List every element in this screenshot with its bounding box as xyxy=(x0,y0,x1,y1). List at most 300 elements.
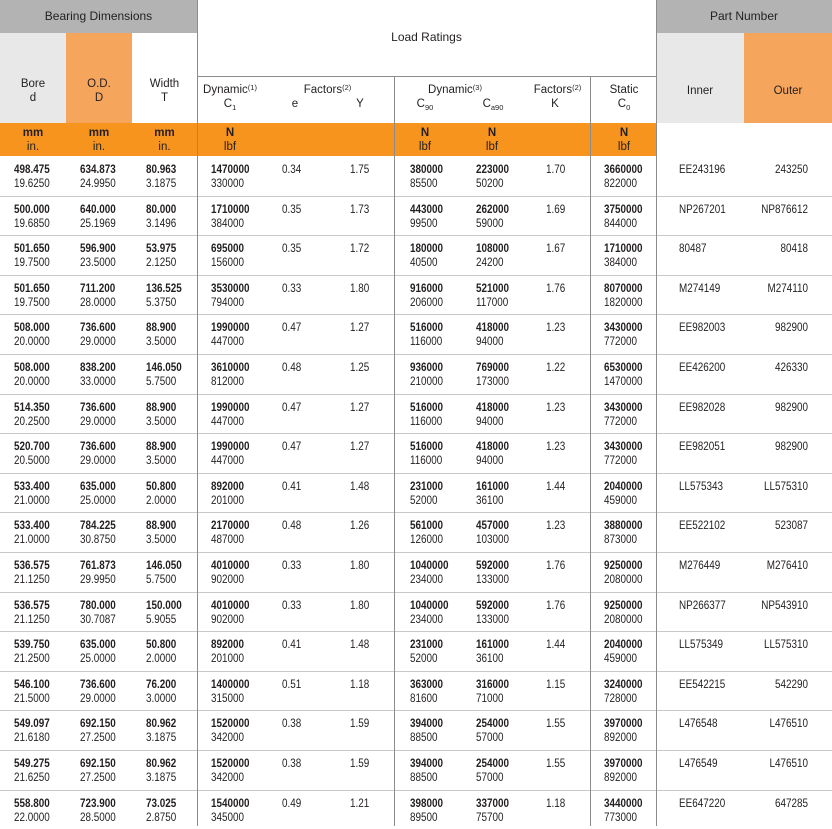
outer-part-cell: NP543910 xyxy=(761,599,808,612)
k-cell: 1.70 xyxy=(546,164,566,176)
k-cell: 1.23 xyxy=(546,322,566,335)
table-row xyxy=(0,314,832,354)
width-cell: 53.975 xyxy=(146,243,177,256)
rule-dynamic3-left xyxy=(394,76,395,826)
c90-cell: 398000 xyxy=(410,797,444,810)
c1-cell-secondary: 330000 xyxy=(211,178,245,190)
bore-cell-secondary: 19.7500 xyxy=(14,296,50,309)
od-cell: 635.000 xyxy=(80,480,116,493)
k-cell: 1.76 xyxy=(546,560,566,572)
inner-part-cell: L476549 xyxy=(679,758,718,770)
c90-cell-secondary: 116000 xyxy=(410,415,443,428)
unit-od: mm in. xyxy=(88,127,110,153)
bore-cell: 500.000 xyxy=(14,203,50,216)
c1-cell-secondary: 342000 xyxy=(211,772,245,784)
table-row xyxy=(0,235,832,275)
bore-cell-secondary: 19.6850 xyxy=(14,217,50,230)
c90-cell: 516000 xyxy=(410,322,444,335)
od-cell: 635.000 xyxy=(80,639,116,652)
c1-cell: 1520000 xyxy=(211,758,250,770)
c90-cell: 394000 xyxy=(410,758,444,770)
k-cell: 1.55 xyxy=(546,758,566,770)
e-cell: 0.33 xyxy=(282,560,302,572)
width-cell: 136.525 xyxy=(146,282,182,295)
outer-part-cell: 982900 xyxy=(774,401,808,414)
table-row xyxy=(0,750,832,790)
row-divider xyxy=(0,473,832,474)
width-cell-secondary: 5.9055 xyxy=(146,613,177,626)
ca90-cell: 418000 xyxy=(476,441,510,454)
od-cell: 596.900 xyxy=(80,243,116,256)
table-row xyxy=(0,671,832,711)
c0-cell: 6530000 xyxy=(604,362,643,374)
od-cell-secondary: 23.5000 xyxy=(80,257,116,270)
row-divider xyxy=(0,512,832,513)
c1-cell-secondary: 342000 xyxy=(211,732,245,745)
c90-cell: 380000 xyxy=(410,164,444,176)
y-cell: 1.80 xyxy=(350,282,370,295)
e-cell: 0.38 xyxy=(282,758,302,770)
od-cell-secondary: 30.7087 xyxy=(80,613,116,626)
ca90-cell-secondary: 173000 xyxy=(476,376,510,388)
e-cell: 0.48 xyxy=(282,362,302,374)
inner-label: Inner xyxy=(686,85,714,97)
c0-cell-secondary: 822000 xyxy=(604,178,638,190)
ca90-cell: 223000 xyxy=(476,164,510,176)
bore-cell-secondary: 20.0000 xyxy=(14,336,50,349)
part-number-title: Part Number xyxy=(709,9,779,23)
e-cell: 0.35 xyxy=(282,203,302,216)
c90-cell: 231000 xyxy=(410,639,444,652)
width-cell-secondary: 2.0000 xyxy=(146,494,177,507)
c1-cell: 1540000 xyxy=(211,797,250,810)
table-row xyxy=(0,512,832,552)
ca90-cell-secondary: 71000 xyxy=(476,692,504,705)
c90-cell: 936000 xyxy=(410,362,444,374)
y-cell: 1.26 xyxy=(350,520,370,533)
inner-part-cell: EE982028 xyxy=(679,401,726,414)
ca90-cell: 161000 xyxy=(476,639,510,652)
bore-cell: 536.575 xyxy=(14,599,50,612)
y-cell: 1.80 xyxy=(350,560,370,572)
c1-cell-secondary: 794000 xyxy=(211,296,245,309)
c0-cell: 3880000 xyxy=(604,520,643,533)
c0-cell-secondary: 2080000 xyxy=(604,574,643,586)
c90-cell-secondary: 206000 xyxy=(410,296,444,309)
k-cell: 1.23 xyxy=(546,520,566,533)
bore-cell: 501.650 xyxy=(14,243,50,256)
inner-part-cell: 80487 xyxy=(679,243,707,256)
width-cell: 80.000 xyxy=(146,203,177,216)
c1-cell: 1400000 xyxy=(211,678,250,691)
ca90-cell-secondary: 94000 xyxy=(476,415,504,428)
width-cell-secondary: 3.5000 xyxy=(146,455,177,468)
y-cell: 1.72 xyxy=(350,243,370,256)
inner-part-cell: EE982051 xyxy=(679,441,726,454)
c90-cell-secondary: 85500 xyxy=(410,178,438,190)
y-cell: 1.27 xyxy=(350,441,370,454)
c0-cell-secondary: 892000 xyxy=(604,772,638,784)
outer-part-cell: L476510 xyxy=(769,758,808,770)
row-divider xyxy=(0,235,832,236)
width-cell-secondary: 3.0000 xyxy=(146,692,177,705)
units-band-blank xyxy=(656,123,832,156)
unit-width: mm in. xyxy=(154,127,175,153)
outer-part-cell: 542290 xyxy=(774,678,808,691)
outer-part-cell: 243250 xyxy=(774,164,808,176)
c90-cell-secondary: 116000 xyxy=(410,455,443,468)
row-divider xyxy=(0,671,832,672)
c90-cell: 180000 xyxy=(410,243,444,256)
width-cell: 80.962 xyxy=(146,758,177,770)
table-row xyxy=(0,790,832,829)
bore-cell-secondary: 21.1250 xyxy=(14,613,50,626)
bore-symbol: d xyxy=(29,92,37,104)
c1-cell: 3610000 xyxy=(211,362,250,374)
width-cell: 150.000 xyxy=(146,599,182,612)
e-label: e xyxy=(291,98,299,110)
c0-cell-secondary: 459000 xyxy=(604,653,638,666)
width-cell: 88.900 xyxy=(146,441,177,454)
ca90-cell-secondary: 36100 xyxy=(476,494,504,507)
row-divider xyxy=(0,354,832,355)
od-cell-secondary: 25.0000 xyxy=(80,494,116,507)
ca90-cell: 418000 xyxy=(476,322,510,335)
od-cell: 838.200 xyxy=(80,362,116,374)
width-cell-secondary: 2.8750 xyxy=(146,811,177,824)
ca90-cell: 592000 xyxy=(476,599,510,612)
c0-cell: 3440000 xyxy=(604,797,643,810)
e-cell: 0.35 xyxy=(282,243,302,256)
c1-cell: 1990000 xyxy=(211,322,250,335)
od-cell: 736.600 xyxy=(80,322,116,335)
c0-cell: 2040000 xyxy=(604,639,643,652)
row-divider xyxy=(0,275,832,276)
e-cell: 0.51 xyxy=(282,678,302,691)
ca90-cell: 418000 xyxy=(476,401,510,414)
bore-cell: 549.097 xyxy=(14,718,50,731)
ca90-cell: 592000 xyxy=(476,560,510,572)
outer-part-cell: M276410 xyxy=(766,560,808,572)
c0-cell-secondary: 1820000 xyxy=(604,296,643,309)
c0-cell-secondary: 844000 xyxy=(604,217,638,230)
ca90-cell-secondary: 24200 xyxy=(476,257,504,270)
od-cell-secondary: 29.0000 xyxy=(80,692,116,705)
od-cell: 692.150 xyxy=(80,718,116,731)
od-cell: 736.600 xyxy=(80,401,116,414)
c90-cell: 1040000 xyxy=(410,599,449,612)
c0-cell-secondary: 773000 xyxy=(604,811,638,824)
c0-cell-secondary: 459000 xyxy=(604,494,638,507)
c1-cell: 1470000 xyxy=(211,164,250,176)
c90-cell: 443000 xyxy=(410,203,444,216)
od-cell-secondary: 30.8750 xyxy=(80,534,116,547)
factors2-label: Factors$^{(2)}$ xyxy=(533,83,582,96)
c0-cell: 3240000 xyxy=(604,678,643,691)
outer-part-cell: 647285 xyxy=(774,797,808,810)
c1-cell: 3530000 xyxy=(211,282,250,295)
inner-part-cell: L476548 xyxy=(679,718,718,731)
c1-cell-secondary: 812000 xyxy=(211,376,245,388)
width-cell-secondary: 3.5000 xyxy=(146,415,177,428)
width-cell-secondary: 2.0000 xyxy=(146,653,177,666)
inner-part-cell: LL575349 xyxy=(679,639,724,652)
y-cell: 1.18 xyxy=(350,678,370,691)
table-row xyxy=(0,631,832,671)
ca90-cell: 108000 xyxy=(476,243,510,256)
y-cell: 1.75 xyxy=(350,164,370,176)
bore-cell-secondary: 21.6250 xyxy=(14,772,50,784)
od-cell-secondary: 29.0000 xyxy=(80,415,116,428)
row-divider xyxy=(0,592,832,593)
y-cell: 1.73 xyxy=(350,203,370,216)
outer-label: Outer xyxy=(773,85,803,97)
bore-cell-secondary: 20.0000 xyxy=(14,376,50,388)
e-cell: 0.47 xyxy=(282,401,302,414)
bore-cell: 533.400 xyxy=(14,520,50,533)
c1-cell: 1710000 xyxy=(211,203,250,216)
e-cell: 0.47 xyxy=(282,322,302,335)
bore-cell: 520.700 xyxy=(14,441,50,454)
y-cell: 1.27 xyxy=(350,322,370,335)
c1-cell: 1990000 xyxy=(211,401,250,414)
c90-cell: 363000 xyxy=(410,678,444,691)
ca90-cell-secondary: 36100 xyxy=(476,653,504,666)
c90-cell: 394000 xyxy=(410,718,444,731)
bore-cell-secondary: 22.0000 xyxy=(14,811,50,824)
od-cell: 761.873 xyxy=(80,560,116,572)
c1-cell: 2170000 xyxy=(211,520,250,533)
e-cell: 0.41 xyxy=(282,480,302,493)
c1-label: $C_1$ xyxy=(223,98,237,112)
c90-cell-secondary: 88500 xyxy=(410,732,438,745)
rule-static-left xyxy=(590,76,591,826)
od-cell-secondary: 28.0000 xyxy=(80,296,116,309)
k-label: K xyxy=(551,98,559,110)
ca90-cell: 337000 xyxy=(476,797,510,810)
inner-part-cell: EE542215 xyxy=(679,678,726,691)
unit-c0: N lbf xyxy=(617,127,631,153)
row-divider xyxy=(0,433,832,434)
y-cell: 1.59 xyxy=(350,718,370,731)
od-cell-secondary: 24.9950 xyxy=(80,178,116,190)
c1-cell: 1990000 xyxy=(211,441,250,454)
table-row xyxy=(0,592,832,632)
width-cell: 88.900 xyxy=(146,322,177,335)
od-cell-secondary: 29.0000 xyxy=(80,336,116,349)
outer-header xyxy=(744,33,832,123)
c90-cell-secondary: 126000 xyxy=(410,534,444,547)
bore-cell: 533.400 xyxy=(14,480,50,493)
e-cell: 0.34 xyxy=(282,164,302,176)
table-row xyxy=(0,275,832,315)
c1-cell: 4010000 xyxy=(211,599,250,612)
c0-cell: 9250000 xyxy=(604,560,643,572)
bore-cell-secondary: 19.7500 xyxy=(14,257,50,270)
bore-cell: 536.575 xyxy=(14,560,50,572)
k-cell: 1.44 xyxy=(546,639,566,652)
bore-cell: 514.350 xyxy=(14,401,50,414)
e-cell: 0.48 xyxy=(282,520,302,533)
unit-c1: N lbf xyxy=(223,127,237,153)
ca90-cell-secondary: 75700 xyxy=(476,811,504,824)
bore-cell-secondary: 21.6180 xyxy=(14,732,50,745)
od-cell: 784.225 xyxy=(80,520,116,533)
od-cell: 736.600 xyxy=(80,678,116,691)
bore-cell-secondary: 20.5000 xyxy=(14,455,50,468)
od-cell-secondary: 25.0000 xyxy=(80,653,116,666)
outer-part-cell: NP876612 xyxy=(761,203,808,216)
od-label: O.D. xyxy=(87,78,111,90)
ca90-cell-secondary: 57000 xyxy=(476,732,504,745)
table-row xyxy=(0,196,832,236)
ca90-cell: 457000 xyxy=(476,520,510,533)
od-cell: 634.873 xyxy=(80,164,116,176)
bore-cell: 508.000 xyxy=(14,322,50,335)
c90-cell: 516000 xyxy=(410,401,444,414)
c0-label: $C_0$ xyxy=(617,98,631,112)
width-cell: 50.800 xyxy=(146,480,177,493)
c90-cell-secondary: 234000 xyxy=(410,574,444,586)
inner-part-cell: EE647220 xyxy=(679,797,726,810)
c1-cell-secondary: 447000 xyxy=(211,415,245,428)
od-cell-secondary: 33.0000 xyxy=(80,376,116,388)
c90-cell-secondary: 40500 xyxy=(410,257,438,270)
c0-cell-secondary: 772000 xyxy=(604,336,638,349)
ca90-cell: 161000 xyxy=(476,480,510,493)
row-divider xyxy=(0,552,832,553)
c90-cell: 231000 xyxy=(410,480,444,493)
c1-cell: 892000 xyxy=(211,639,245,652)
c0-cell-secondary: 772000 xyxy=(604,455,638,468)
e-cell: 0.33 xyxy=(282,599,302,612)
width-cell: 88.900 xyxy=(146,401,177,414)
width-cell-secondary: 2.1250 xyxy=(146,257,177,270)
width-cell-secondary: 3.5000 xyxy=(146,534,177,547)
c90-cell-secondary: 234000 xyxy=(410,613,444,626)
inner-part-cell: EE243196 xyxy=(679,164,726,176)
e-cell: 0.49 xyxy=(282,797,302,810)
c0-cell: 1710000 xyxy=(604,243,643,256)
c1-cell-secondary: 345000 xyxy=(211,811,245,824)
row-divider xyxy=(0,790,832,791)
od-cell: 780.000 xyxy=(80,599,116,612)
od-cell-secondary: 28.5000 xyxy=(80,811,116,824)
od-cell: 736.600 xyxy=(80,441,116,454)
c1-cell: 695000 xyxy=(211,243,245,256)
bore-cell: 508.000 xyxy=(14,362,50,374)
od-cell-secondary: 29.0000 xyxy=(80,455,116,468)
width-cell: 50.800 xyxy=(146,639,177,652)
load-ratings-title: Load Ratings xyxy=(391,30,462,44)
c0-cell: 3430000 xyxy=(604,401,643,414)
width-cell: 146.050 xyxy=(146,362,182,374)
c1-cell-secondary: 447000 xyxy=(211,336,245,349)
static-label: Static xyxy=(609,84,639,96)
width-cell-secondary: 5.7500 xyxy=(146,574,177,586)
c1-cell-secondary: 201000 xyxy=(211,494,245,507)
c90-cell-secondary: 52000 xyxy=(410,653,438,666)
bore-cell-secondary: 21.2500 xyxy=(14,653,50,666)
bore-cell: 549.275 xyxy=(14,758,50,770)
width-cell-secondary: 3.1875 xyxy=(146,732,177,745)
inner-part-cell: EE982003 xyxy=(679,322,726,335)
dynamic3-label: Dynamic$^{(3)}$ xyxy=(428,83,482,96)
c0-cell: 9250000 xyxy=(604,599,643,612)
c1-cell-secondary: 447000 xyxy=(211,455,245,468)
c90-label: $C_{90}$ xyxy=(416,98,434,112)
inner-header xyxy=(656,33,744,123)
bore-cell-secondary: 20.2500 xyxy=(14,415,50,428)
e-cell: 0.33 xyxy=(282,282,302,295)
y-cell: 1.48 xyxy=(350,639,370,652)
outer-part-cell: 80418 xyxy=(780,243,808,256)
bore-cell: 498.475 xyxy=(14,164,50,176)
row-divider xyxy=(0,394,832,395)
width-cell-secondary: 5.3750 xyxy=(146,296,177,309)
k-cell: 1.22 xyxy=(546,362,566,374)
width-label: Width xyxy=(149,78,180,90)
c0-cell: 3750000 xyxy=(604,203,643,216)
e-cell: 0.47 xyxy=(282,441,302,454)
c1-cell-secondary: 315000 xyxy=(211,692,245,705)
c0-cell: 3430000 xyxy=(604,441,643,454)
c0-cell-secondary: 873000 xyxy=(604,534,638,547)
bore-cell-secondary: 21.5000 xyxy=(14,692,50,705)
y-cell: 1.48 xyxy=(350,480,370,493)
inner-part-cell: EE522102 xyxy=(679,520,726,533)
y-cell: 1.59 xyxy=(350,758,370,770)
dynamic1-label: Dynamic$^{(1)}$ xyxy=(203,83,257,96)
inner-part-cell: EE426200 xyxy=(679,362,726,374)
c0-cell: 3970000 xyxy=(604,718,643,731)
k-cell: 1.76 xyxy=(546,282,566,295)
c1-cell-secondary: 201000 xyxy=(211,653,245,666)
od-cell: 692.150 xyxy=(80,758,116,770)
c1-cell-secondary: 156000 xyxy=(211,257,245,270)
k-cell: 1.23 xyxy=(546,401,566,414)
width-cell-secondary: 5.7500 xyxy=(146,376,177,388)
c90-cell: 916000 xyxy=(410,282,444,295)
od-cell-secondary: 27.2500 xyxy=(80,772,116,784)
rule-part-left xyxy=(656,0,657,826)
c0-cell-secondary: 728000 xyxy=(604,692,638,705)
c90-cell-secondary: 89500 xyxy=(410,811,438,824)
ca90-cell-secondary: 50200 xyxy=(476,178,504,190)
c90-cell-secondary: 81600 xyxy=(410,692,438,705)
row-divider xyxy=(0,314,832,315)
c0-cell-secondary: 1470000 xyxy=(604,376,643,388)
inner-part-cell: NP266377 xyxy=(679,599,726,612)
ca90-cell-secondary: 103000 xyxy=(476,534,510,547)
table-row xyxy=(0,552,832,592)
c90-cell-secondary: 116000 xyxy=(410,336,443,349)
k-cell: 1.55 xyxy=(546,718,566,731)
c0-cell-secondary: 2080000 xyxy=(604,613,643,626)
ca90-cell: 254000 xyxy=(476,758,510,770)
outer-part-cell: LL575310 xyxy=(763,480,808,493)
od-cell: 640.000 xyxy=(80,203,116,216)
ca90-cell: 769000 xyxy=(476,362,510,374)
inner-part-cell: M274149 xyxy=(679,282,721,295)
unit-c90: N lbf xyxy=(418,127,432,153)
e-cell: 0.41 xyxy=(282,639,302,652)
od-symbol: D xyxy=(94,92,104,104)
c90-cell: 561000 xyxy=(410,520,444,533)
k-cell: 1.15 xyxy=(546,678,566,691)
bore-cell-secondary: 21.0000 xyxy=(14,534,50,547)
bore-cell: 539.750 xyxy=(14,639,50,652)
